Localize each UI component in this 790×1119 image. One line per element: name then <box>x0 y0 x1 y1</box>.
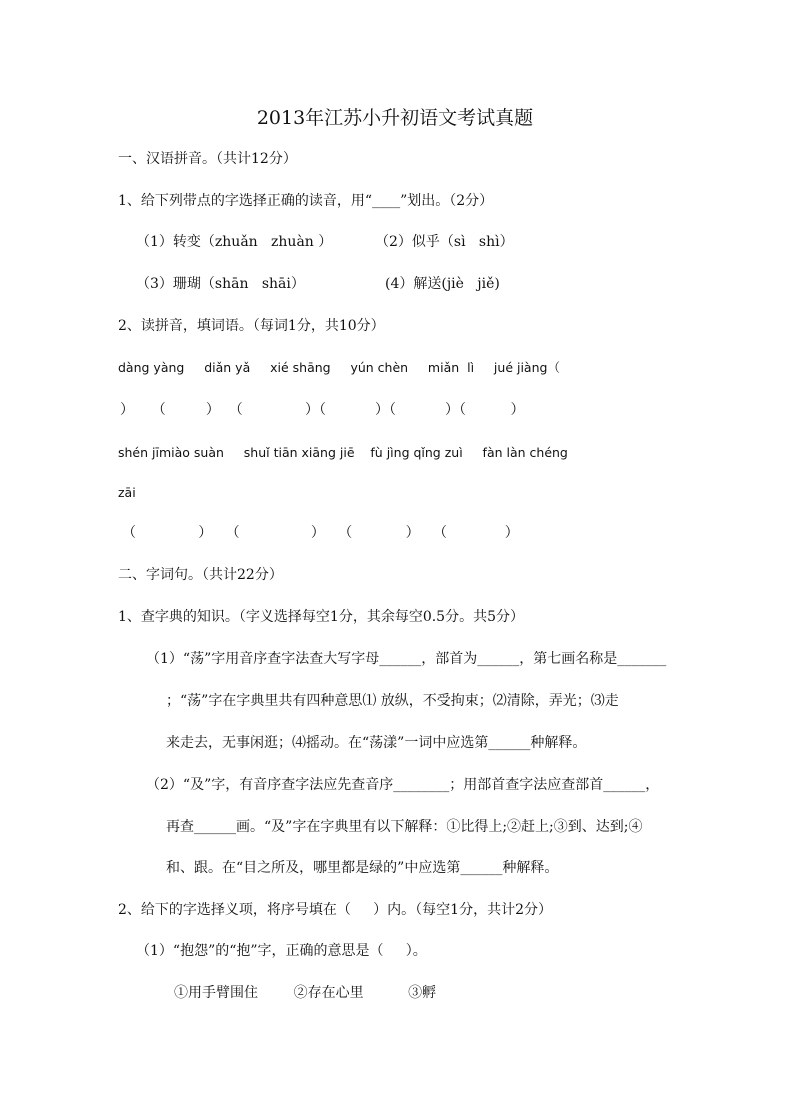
question-4-stem: 2、给下的字选择义项，将序号填在（ ）内。（每空1分，共计2分） <box>118 902 552 918</box>
part-2-line-1: （2）“及”字，有音序查字法应先查音序________；用部首查字法应查部首______， <box>146 777 660 793</box>
question-1-stem: 1、给下列带点的字选择正确的读音，用“____”划出。（2分） <box>118 193 494 209</box>
option-2: （2）似乎（sì shì） <box>375 234 514 250</box>
section-2-heading: 二、字词句。（共计22分） <box>118 567 283 583</box>
pinyin-row-1: dàng yàng diǎn yǎ xié shāng yún chèn miǎn lì jué jiàng（ <box>118 360 560 375</box>
part-1-line-1: （1）“荡”字用音序查字法查大写字母______，部首为______，第七画名称是_______ <box>146 651 667 667</box>
question-3-stem: 1、查字典的知识。（字义选择每空1分，其余每空0.5分。共5分） <box>118 609 524 625</box>
blank-row-2: （ ） （ ） （ ） （ ） <box>122 525 519 541</box>
option-3: （3）珊瑚（shān shāi） <box>136 276 305 292</box>
part-1-line-3: 来走去，无事闲逛；⑷摇动。在“荡漾”一词中应选第______种解释。 <box>166 735 587 751</box>
part-2-line-3: 和、跟。在“目之所及，哪里都是绿的”中应选第______种解释。 <box>166 860 559 876</box>
section-1-heading: 一、汉语拼音。（共计12分） <box>118 151 297 167</box>
option-4: (4）解送(jiè jiě) <box>385 276 500 292</box>
page-title: 2013年江苏小升初语文考试真题 <box>256 107 534 129</box>
pinyin-row-2-wrap: zāi <box>118 485 136 500</box>
pinyin-row-2: shén jīmiào suàn shuǐ tiān xiāng jiē fù jìng qǐng zuì fàn làn chéng <box>118 445 568 460</box>
question-2-stem: 2、读拼音，填词语。（每词1分，共10分） <box>118 318 385 334</box>
sub-question-1: （1）“抱怨”的“抱”字，正确的意思是（ ）。 <box>136 943 427 959</box>
option-1: （1）转变（zhuǎn zhuàn ） <box>136 234 333 250</box>
part-2-line-2: 再查______画。“及”字在字典里有以下解释：①比得上;②赶上;③到、达到;④ <box>166 819 643 835</box>
part-1-line-2: ；“荡”字在字典里共有四种意思⑴ 放纵，不受拘束；⑵清除，弄光；⑶走 <box>166 693 619 709</box>
answer-choices: ①用手臂围住 ②存在心里 ③孵 <box>174 985 437 1001</box>
blank-row-1: ） （ ） （ ）（ ）（ ）（ ） <box>120 402 525 418</box>
